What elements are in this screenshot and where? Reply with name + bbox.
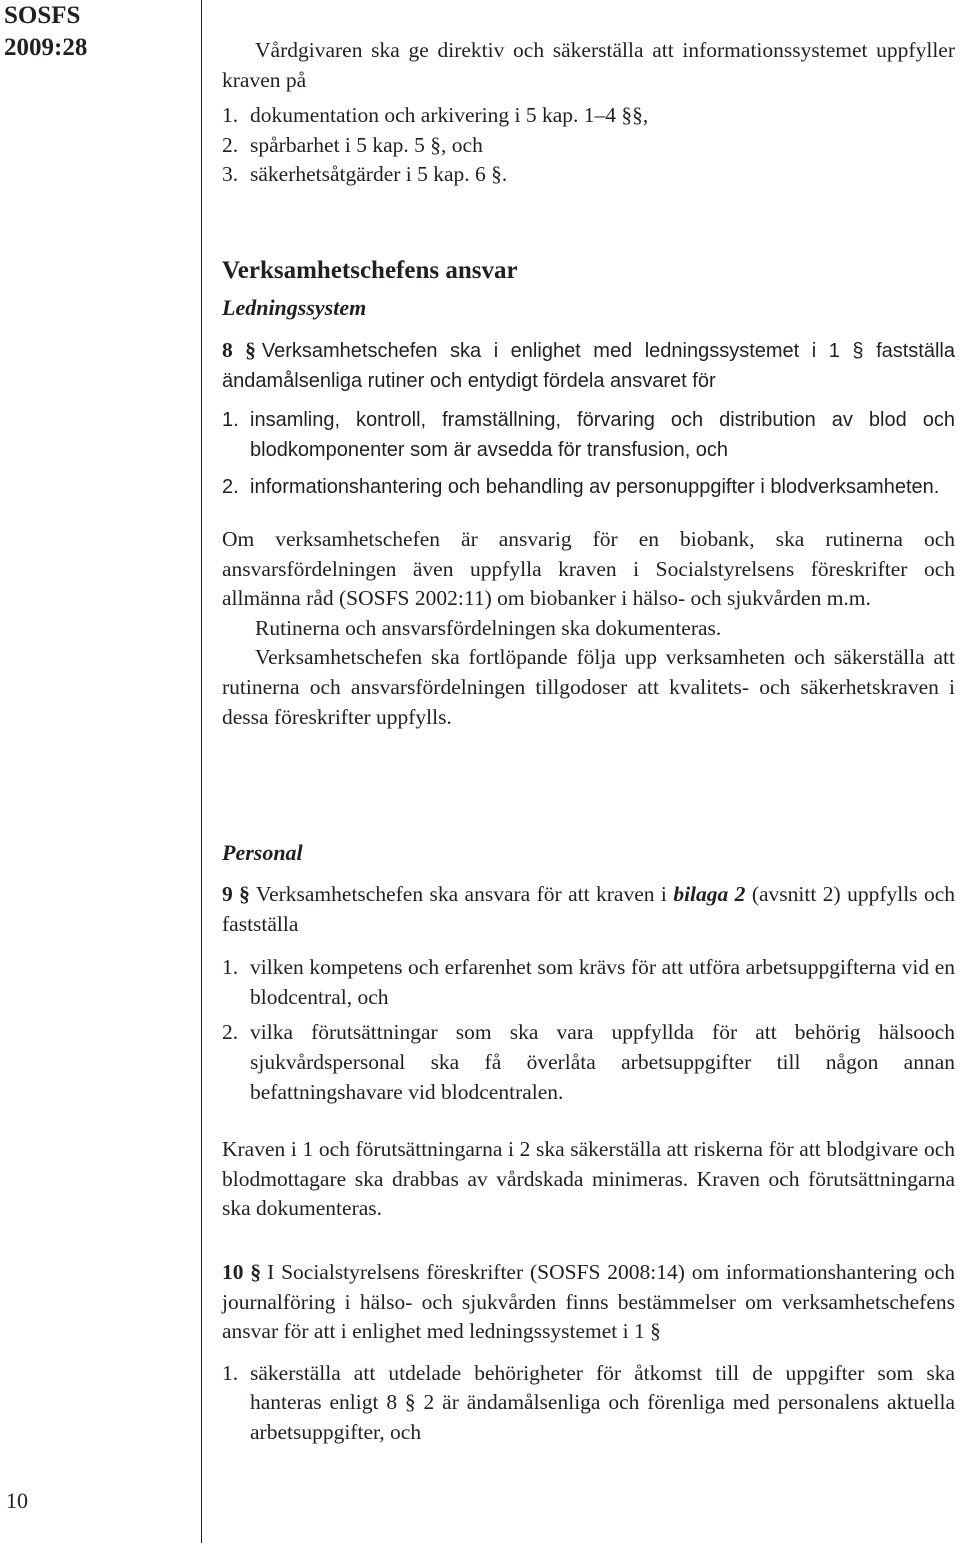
paragraph-8-list [222,406,955,503]
margin-rule [201,0,202,1543]
series-name: SOSFS [4,2,81,29]
list-item: 1. säkerställa att utdelade behörigheter för åtkomst till de uppgifter som ska hanteras enligt 8 § 2 är ändamålsenliga och förenliga med personalens aktuella arbetsuppgifter, och [222,1360,955,1444]
page-number: 10 [6,1488,28,1513]
list-item: 2. informationshantering och behandling av personuppgifter i blodverksamheten. [222,476,940,499]
intro-text: Vårdgivaren ska ge direktiv och säkerställa att informationssystemet uppfyller kraven på [222,38,955,92]
list-item: 2. vilka förutsättningar som ska vara uppfyllda för att behörig hälsooch sjukvårdspersonal ska få överlåta arbetsuppgifter till någon annan befattningshavare vid blodcentralen. [222,1020,955,1104]
annex-reference: bilaga 2 [673,882,746,906]
list-item: 3. säkerhetsåtgärder i 5 kap. 6 §. [222,162,508,187]
paragraph-8-biobank-text: Om verksamhetschefen är ansvarig för en biobank, ska rutinerna och ansvarsfördelningen även uppfylla kraven i Socialstyrelsens föreskrifter och allmänna råd (SOSFS 2002:11) om biobanker i hälso- och sjukvården m.m. [222,526,955,611]
paragraph-10-list [222,1359,955,1448]
paragraph-8-documentation-text: Rutinerna och ansvarsfördelningen ska dokumenteras. [255,615,722,640]
paragraph-10-text: 10 § I Socialstyrelsens föreskrifter (SOSFS 2008:14) om informationshantering och journalföring i hälso- och sjukvården finns bestämmelser om verksamhetschefens ansvar för att i enlighet med ledningssystemet i 1 § [222,1260,955,1344]
list-item: 1. vilken kompetens och erfarenhet som krävs för att utföra arbetsuppgifterna vid en blodcentral, och [222,955,955,1009]
paragraph-9 [222,880,955,1224]
list-item: 1. dokumentation och arkivering i 5 kap. 1–4 §§, [222,103,649,128]
section-heading: Verksamhetschefens ansvar [222,257,518,284]
intro-list [222,101,955,190]
paragraph-number: 9 § [222,882,250,906]
paragraph-number: 8 § [222,338,256,362]
intro-section [222,36,955,190]
list-item: 1. insamling, kontroll, framställning, förvaring och distribution av blod och blodkomponenter som är avsedda för transfusion, och [222,409,955,461]
paragraph-9-risk-text: Kraven i 1 och förutsättningarna i 2 ska säkerställa att riskerna för att blodgivare och blodmottagare ska drabbas av vårdskada minimeras. Kraven och förutsättningarna ska dokumenteras. [222,1137,955,1221]
subheading-ledningssystem: Ledningssystem [222,295,367,320]
subheading-personal: Personal [222,840,303,865]
paragraph-9-list [222,953,955,1107]
series-number: 2009:28 [4,34,88,61]
paragraph-10 [222,1258,955,1448]
paragraph-8-text: 8 § Verksamhetschefen ska i enlighet med ledningssystemet i 1 § fastställa ändamålsenliga rutiner och entydigt fördela ansvaret för [222,338,955,392]
paragraph-9-text: 9 § Verksamhetschefen ska ansvara för att kraven i bilaga 2 (avsnitt 2) uppfylls och fastställa [222,882,956,936]
paragraph-number: 10 § [222,1260,262,1284]
list-item: 2. spårbarhet i 5 kap. 5 §, och [222,132,483,157]
document-series-label [4,0,87,64]
paragraph-8 [222,336,955,732]
paragraph-8-followup-text: Verksamhetschefen ska fortlöpande följa upp verksamheten och säkerställa att rutinerna och ansvarsfördelningen tillgodoser att kvalitets- och säkerhetskraven i dessa föreskrifter uppfylls. [222,645,955,729]
